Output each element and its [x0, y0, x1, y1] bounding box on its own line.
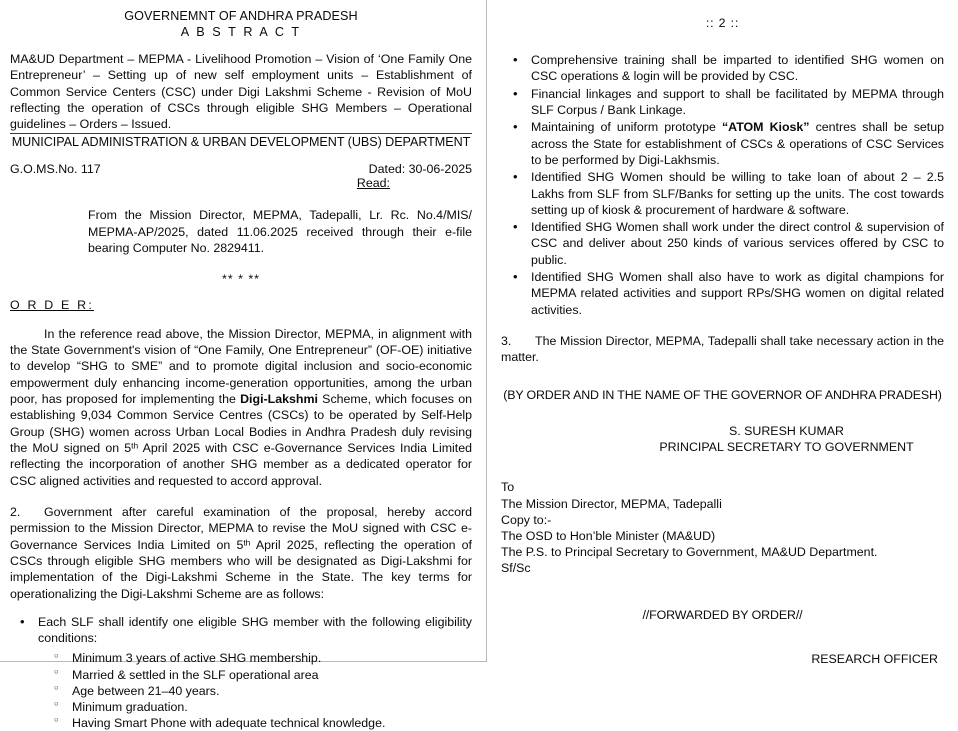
list-item — [501, 219, 944, 268]
department-line: MUNICIPAL ADMINISTRATION & URBAN DEVELOPMENT (UBS) DEPARTMENT — [11, 135, 471, 150]
paragraph-2-number: 2. — [10, 504, 21, 519]
list-item — [501, 119, 944, 168]
list-item — [501, 86, 944, 119]
list-item-text: Identified SHG Women shall also have to work as digital champions for MEPMA related activities and support RPs/SHG women on digital related activities. — [531, 270, 944, 317]
list-item-text: Identified SHG Women should be willing to take loan of about 2 – 2.5 Lakhs from SLF from SLF/Banks for setting up the units. The cost towards setting up of kiosk & procurement of hardware & software. — [531, 170, 944, 217]
abstract-block — [10, 51, 472, 134]
paragraph-1-part3: April 2025 with CSC e-Governance Services India Limited reflecting the incorporation of another SHG member as a dedicated operator for CSC aligned activities and requested to accord approval. — [10, 441, 472, 488]
eligibility-sublist-wrap — [38, 650, 472, 731]
research-officer-line: RESEARCH OFFICER — [811, 652, 938, 667]
distribution-line: Sf/Sc — [501, 561, 531, 575]
distribution-line: The Mission Director, MEPMA, Tadepalli — [501, 496, 722, 511]
read-label: Read: — [356, 176, 390, 191]
order-label: O R D E R: — [10, 297, 94, 312]
reference-text: From the Mission Director, MEPMA, Tadepalli, Lr. Rc. No.4/MIS/ MEPMA-AP/2025, dated 11.06.2025 received through their e-file bearing Computer No. 2829411. — [88, 208, 472, 255]
distribution-line: To — [501, 480, 515, 495]
list-item-text: Comprehensive training shall be imparted to identified SHG women on CSC operations & login will be provided by CSC. — [531, 53, 944, 84]
order-label-wrap — [10, 286, 472, 314]
list-item-text: Identified SHG Women shall work under the direct control & supervision of CSC and deliver about 250 kinds of various services offered by CSC to public. — [531, 220, 944, 267]
list-item-text: Financial linkages and support to shall be facilitated by MEPMA through SLF Corpus / Bank Linkage. — [531, 86, 944, 117]
go-number: G.O.MS.No. 117 — [10, 162, 101, 177]
list-item-text: Maintaining of uniform prototype — [531, 120, 722, 135]
forwarded-by-order: //FORWARDED BY ORDER// — [642, 608, 803, 623]
abstract-text: MA&UD Department – MEPMA - Livelihood Promotion – Vision of ‘One Family One Entrepreneur’ – Setting up of new self employment units – Establishment of Common Service Centers (CSC) under Digi Lakshmi Scheme - Revision of MoU reflecting the operation of CSCs through eligible SHG Members – Operational guidelines – Orders – Issued. — [10, 52, 472, 131]
star-separator: ** * ** — [222, 271, 260, 286]
list-item: ○ Married & settled in the SLF operational area — [38, 667, 472, 683]
paragraph-1-part2: Scheme, which focuses on establishing 9,034 Common Service Centres (CSCs) to be operated by Self-Help Group (SHG) women across Urban Local Bodies in Andhra Pradesh duly revising the MoU signed on 5 — [10, 392, 472, 456]
list-item-text-cont: centres shall be setup across the State for establishment of CSCs & operations of CSC Services to be performed by Digi-Lakhsmis. — [531, 120, 945, 167]
paragraph-1-part1: In the reference read above, the Mission Director, MEPMA, in alignment with the State Government's vision of “One Family, One Entrepreneur” (OF-OE) initiative to develop “SHG to SME” and to promote digital inclusion and socio-economic empowerment duly enhancing income-generation opportunities, among the urban poor, has proposed for implementing the — [10, 326, 472, 407]
list-item — [501, 169, 944, 218]
page-column-right — [487, 0, 958, 667]
terms-bullet-list-page2 — [501, 52, 944, 318]
digi-lakshmi-bold: Digi-Lakshmi — [240, 392, 318, 407]
paragraph-1 — [10, 326, 472, 489]
paragraph-2 — [10, 504, 472, 602]
government-title: GOVERNEMNT OF ANDHRA PRADESH — [124, 9, 358, 23]
list-item: ○ Minimum 3 years of active SHG membership. — [38, 650, 472, 666]
paragraph-2-part1: Government after careful examination of the proposal, hereby accord permission to the Mission Director, MEPMA to revise the MoU signed with CSC e-Governance Services India Limited on 5 — [10, 504, 472, 552]
list-item: ○ Age between 21–40 years. — [38, 683, 472, 699]
list-item — [501, 269, 944, 318]
terms-bullet-list — [10, 614, 472, 647]
list-item — [501, 52, 944, 85]
atom-kiosk-bold: “ATOM Kiosk” — [721, 120, 810, 135]
paragraph-3 — [501, 333, 944, 366]
distribution-line: The OSD to Hon’ble Minister (MA&UD) — [501, 528, 716, 543]
order-date: Dated: 30-06-2025 — [368, 162, 472, 177]
list-item: ○ Minimum graduation. — [38, 699, 472, 715]
distribution-line: Copy to:- — [501, 512, 552, 527]
distribution-line: The P.S. to Principal Secretary to Government, MA&UD Department. — [501, 544, 878, 559]
paragraph-3-text: The Mission Director, MEPMA, Tadepalli shall take necessary action in the matter. — [501, 334, 944, 365]
signatory-designation: PRINCIPAL SECRETARY TO GOVERNMENT — [659, 440, 914, 454]
order-meta-row — [10, 162, 472, 176]
paragraph-1-superscript: th — [131, 440, 139, 451]
eligibility-sublist — [38, 650, 472, 731]
page-number-marker: :: 2 :: — [705, 16, 740, 30]
list-item: • Each SLF shall identify one eligible SHG member with the following eligibility conditions: — [10, 614, 472, 647]
paragraph-3-number: 3. — [501, 334, 512, 348]
paragraph-2-part2: April 2025, reflecting the operation of CSCs through eligible SHG members who will be designated as Digi-Lakshmi for implementation of the Digi-Lakshmi Scheme in the State. The key terms for operationalizing the Digi-Lakshmi Scheme are as follows: — [10, 537, 472, 601]
paragraph-2-superscript: th — [243, 537, 251, 548]
signatory-name: S. SURESH KUMAR — [729, 423, 844, 438]
read-label-wrap — [10, 176, 472, 190]
distribution-list — [501, 479, 944, 576]
by-order-line: (BY ORDER AND IN THE NAME OF THE GOVERNOR OF ANDHRA PRADESH) — [503, 387, 942, 402]
list-item: ○ Having Smart Phone with adequate technical knowledge. — [38, 715, 472, 731]
signature-block — [501, 423, 944, 456]
abstract-label: A B S T R A C T — [180, 25, 302, 40]
